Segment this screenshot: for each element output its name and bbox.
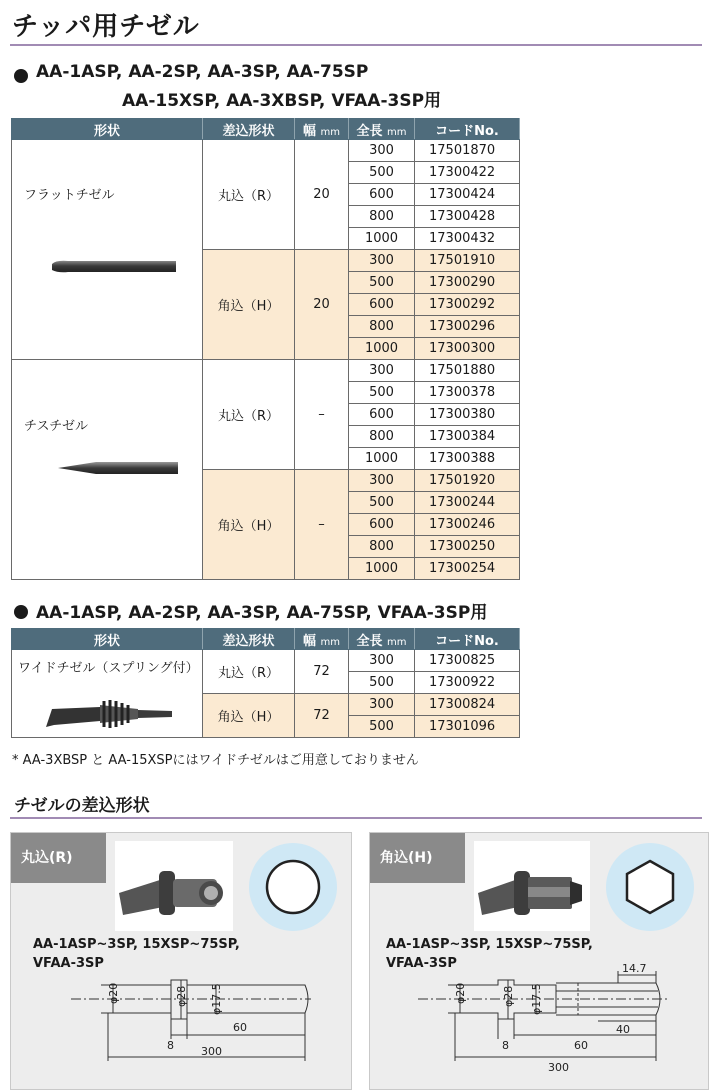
insert-section-title: チゼルの差込形状 [14, 796, 150, 816]
code-cell: 17300290 [415, 272, 520, 294]
code-cell: 17501870 [415, 140, 520, 162]
round-insert-panel [10, 832, 352, 1090]
shape-label: ワイドチゼル（スプリング付） [18, 661, 199, 676]
hex-dimension-drawing [418, 962, 703, 1077]
shape-cell-flat [12, 140, 203, 360]
code-cell: 17300300 [415, 338, 520, 360]
hex-tag: 角込(H) [370, 833, 465, 883]
header-code: コードNo. [415, 629, 520, 650]
header-insert: 差込形状 [203, 119, 295, 140]
code-cell: 17300380 [415, 404, 520, 426]
dim-d20: φ20 [107, 982, 120, 1004]
table-row [12, 140, 520, 162]
width-cell: 72 [295, 694, 349, 738]
dim-d175: φ17.5 [210, 983, 223, 1015]
shape-label: フラットチゼル [24, 188, 115, 203]
round-dimension-drawing [71, 977, 341, 1077]
dim-60: 60 [574, 1039, 588, 1052]
bullet-icon [14, 605, 28, 619]
dim-8: 8 [502, 1039, 509, 1052]
round-shank-icon [115, 841, 233, 931]
code-cell: 17300432 [415, 228, 520, 250]
code-cell: 17300254 [415, 558, 520, 580]
hex-shank-icon [474, 841, 590, 931]
header-code: コードNo. [415, 119, 520, 140]
code-cell: 17300388 [415, 448, 520, 470]
code-cell: 17300378 [415, 382, 520, 404]
length-cell: 800 [349, 426, 415, 448]
shape-cell-wide [12, 650, 203, 738]
section2-models: AA-1ASP, AA-2SP, AA-3SP, AA-75SP, VFAA-3SP用 [36, 603, 488, 623]
header-width: 幅 mm [295, 629, 349, 650]
length-cell: 500 [349, 382, 415, 404]
length-cell: 600 [349, 404, 415, 426]
dim-d20: φ20 [454, 982, 467, 1004]
dim-300: 300 [201, 1045, 222, 1058]
header-shape: 形状 [12, 119, 203, 140]
hex-models: AA-1ASP~3SP, 15XSP~75SP, VFAA-3SP [386, 937, 593, 971]
code-cell: 17300424 [415, 184, 520, 206]
spec-table-1 [11, 118, 520, 580]
round-tag: 丸込(R) [11, 833, 106, 883]
insert-cell: 丸込（R） [203, 140, 295, 250]
code-cell: 17300825 [415, 650, 520, 672]
length-cell: 800 [349, 536, 415, 558]
section1-models-line1: AA-1ASP, AA-2SP, AA-3SP, AA-75SP [36, 62, 369, 82]
dim-40: 40 [616, 1023, 630, 1036]
hex-insert-panel [369, 832, 709, 1090]
code-cell: 17301096 [415, 716, 520, 738]
length-cell: 600 [349, 514, 415, 536]
insert-cell: 角込（H） [203, 694, 295, 738]
length-cell: 300 [349, 694, 415, 716]
code-cell: 17300246 [415, 514, 520, 536]
code-cell: 17501910 [415, 250, 520, 272]
length-cell: 300 [349, 470, 415, 492]
width-cell: 20 [295, 140, 349, 250]
code-cell: 17300292 [415, 294, 520, 316]
table-row [12, 360, 520, 382]
point-chisel-image [56, 460, 181, 476]
code-cell: 17501880 [415, 360, 520, 382]
code-cell: 17501920 [415, 470, 520, 492]
header-length: 全長 mm [349, 119, 415, 140]
hex-cross-section-icon [602, 839, 698, 935]
dim-300: 300 [548, 1061, 569, 1074]
header-insert: 差込形状 [203, 629, 295, 650]
width-cell: 20 [295, 250, 349, 360]
length-cell: 500 [349, 272, 415, 294]
dim-d175: φ17.5 [530, 983, 543, 1015]
bullet-icon [14, 69, 28, 83]
length-cell: 800 [349, 316, 415, 338]
title-divider [10, 44, 702, 46]
dim-d28: φ28 [502, 985, 515, 1007]
round-shank-photo [115, 841, 233, 931]
width-cell: 72 [295, 650, 349, 694]
length-cell: 300 [349, 360, 415, 382]
round-cross-section-icon [245, 839, 341, 935]
wide-chisel-image [42, 687, 177, 735]
code-cell: 17300428 [415, 206, 520, 228]
code-cell: 17300244 [415, 492, 520, 514]
header-shape: 形状 [12, 629, 203, 650]
length-cell: 1000 [349, 448, 415, 470]
length-cell: 300 [349, 140, 415, 162]
section1-models-line2: AA-15XSP, AA-3XBSP, VFAA-3SP用 [122, 91, 442, 111]
header-length: 全長 mm [349, 629, 415, 650]
length-cell: 1000 [349, 338, 415, 360]
page-title: チッパ用チゼル [12, 12, 200, 42]
length-cell: 800 [349, 206, 415, 228]
insert-section-divider [10, 817, 702, 819]
hex-shank-photo [474, 841, 590, 931]
dim-hex: 14.7 [622, 962, 647, 975]
table-row [12, 650, 520, 672]
code-cell: 17300296 [415, 316, 520, 338]
length-cell: 600 [349, 294, 415, 316]
length-cell: 500 [349, 492, 415, 514]
length-cell: 300 [349, 650, 415, 672]
spec-table-2 [11, 628, 520, 738]
shape-cell-point [12, 360, 203, 580]
code-cell: 17300384 [415, 426, 520, 448]
width-cell: – [295, 470, 349, 580]
shape-label: チスチゼル [24, 419, 88, 434]
header-width: 幅 mm [295, 119, 349, 140]
dim-60: 60 [233, 1021, 247, 1034]
length-cell: 1000 [349, 558, 415, 580]
insert-cell: 角込（H） [203, 470, 295, 580]
width-cell: – [295, 360, 349, 470]
insert-cell: 丸込（R） [203, 650, 295, 694]
length-cell: 600 [349, 184, 415, 206]
length-cell: 500 [349, 672, 415, 694]
insert-cell: 角込（H） [203, 250, 295, 360]
length-cell: 1000 [349, 228, 415, 250]
round-models: AA-1ASP~3SP, 15XSP~75SP, VFAA-3SP [33, 937, 240, 971]
code-cell: 17300922 [415, 672, 520, 694]
code-cell: 17300422 [415, 162, 520, 184]
length-cell: 500 [349, 716, 415, 738]
length-cell: 500 [349, 162, 415, 184]
code-cell: 17300824 [415, 694, 520, 716]
insert-cell: 丸込（R） [203, 360, 295, 470]
length-cell: 300 [349, 250, 415, 272]
flat-chisel-image [50, 256, 180, 278]
dim-d28: φ28 [175, 985, 188, 1007]
footnote: * AA-3XBSP と AA-15XSPにはワイドチゼルはご用意しておりません [12, 753, 419, 768]
dim-8: 8 [167, 1039, 174, 1052]
code-cell: 17300250 [415, 536, 520, 558]
